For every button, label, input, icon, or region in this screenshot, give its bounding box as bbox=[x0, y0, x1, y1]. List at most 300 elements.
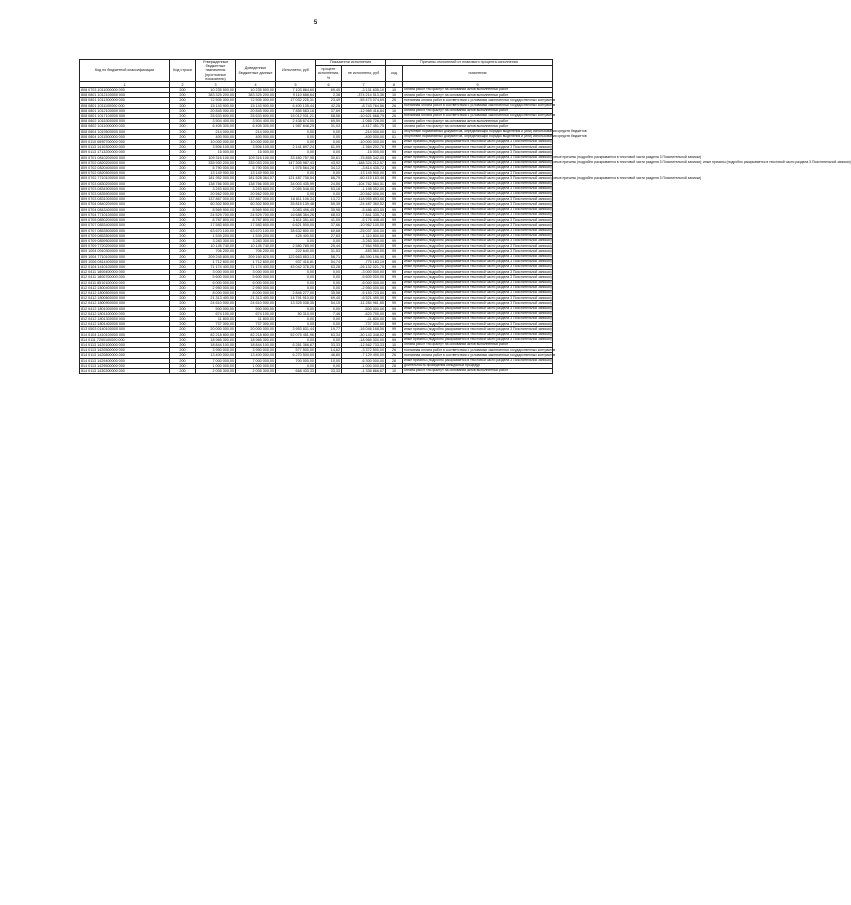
cell-row-code: 200 bbox=[170, 150, 196, 155]
cell-limits: 11 800,00 bbox=[236, 316, 276, 321]
cell-limits: 383 325 200,00 bbox=[236, 93, 276, 98]
cell-reason-code: 99 bbox=[386, 238, 403, 243]
cell-row-code: 200 bbox=[170, 342, 196, 347]
cell-reason-code: 10 bbox=[386, 124, 403, 129]
cell-executed: 0,00 bbox=[276, 337, 316, 342]
cell-budget-code: 808 0801 1012100000 000 bbox=[80, 108, 170, 113]
cell-row-code: 200 bbox=[170, 186, 196, 191]
cell-percent: 63,34 bbox=[316, 332, 342, 337]
cell-budget-code: 809 0709 0853500000 000 bbox=[80, 233, 170, 238]
cell-reason-explanation: иные причины (подробно раскрывается в текстовой части раздела 3 Пояснительной записки) bbox=[404, 181, 552, 186]
cell-not-executed: -188 324 212,57 bbox=[342, 160, 386, 165]
cell-reason-code: 10 bbox=[386, 108, 403, 113]
cell-reason-code: 28 bbox=[386, 358, 403, 363]
cell-row-code: 200 bbox=[170, 129, 196, 134]
cell-row-code: 200 bbox=[170, 306, 196, 311]
cell-approved: 3 283 300,00 bbox=[196, 238, 236, 243]
cell-not-executed: -12 562 733,33 bbox=[342, 342, 386, 347]
cell-row-code: 200 bbox=[170, 181, 196, 186]
cell-not-executed: -5 176 448,40 bbox=[342, 218, 386, 223]
cell-not-executed: -86 390 196,90 bbox=[342, 254, 386, 259]
cell-approved: 335 930 200,00 bbox=[196, 160, 236, 165]
cell-row-code: 200 bbox=[170, 264, 196, 269]
cell-row-code: 200 bbox=[170, 114, 196, 119]
cell-limits: 20 000 000,00 bbox=[236, 327, 276, 332]
cell-executed: 222 640,00 bbox=[276, 249, 316, 254]
cell-budget-code: 812 0104 1410100000 000 bbox=[80, 264, 170, 269]
cell-row-code: 200 bbox=[170, 290, 196, 295]
cell-percent: 24,50 bbox=[316, 181, 342, 186]
cell-limits: 5 600 000,00 bbox=[236, 275, 276, 280]
cell-limits: 1 000 000,00 bbox=[236, 363, 276, 368]
cell-reason-explanation: оплата работ «по факту» на основании актов выполненных работ bbox=[403, 368, 553, 373]
cell-row-code: 200 bbox=[170, 332, 196, 337]
cell-executed: 45 042 378,25 bbox=[276, 264, 316, 269]
cell-not-executed: -10 962 100,00 bbox=[342, 223, 386, 228]
cell-reason-code: 99 bbox=[386, 207, 403, 212]
cell-executed: 0,00 bbox=[276, 140, 316, 145]
cell-executed: 6 270 500,00 bbox=[276, 353, 316, 358]
cell-not-executed: -400 000,00 bbox=[342, 134, 386, 139]
cell-row-code: 200 bbox=[170, 197, 196, 202]
cell-not-executed: -6 521 490,00 bbox=[342, 296, 386, 301]
cell-reason-code: 10 bbox=[386, 119, 403, 124]
cell-budget-code: 814 0111 7200100000 000 bbox=[80, 337, 170, 342]
cell-reason-explanation: иные причины (подробно раскрывается в текстовой части раздела 3 Пояснительной записки) bbox=[404, 243, 552, 248]
cell-row-code: 200 bbox=[170, 353, 196, 358]
cell-reason-explanation: поэтапная оплата работ в соответствии с условиями заключенных государственных контрактов bbox=[404, 113, 556, 118]
cell-reason-code: 99 bbox=[386, 249, 403, 254]
cell-approved: 20 562 000,00 bbox=[196, 192, 236, 197]
cell-executed: 2 846 277,00 bbox=[276, 290, 316, 295]
cell-limits: 3 950 000,00 bbox=[236, 348, 276, 353]
cell-reason-code: 99 bbox=[386, 218, 403, 223]
cell-row-code: 200 bbox=[170, 285, 196, 290]
cell-reason-explanation: иные причины (подробно раскрывается в текстовой части раздела 3 Пояснительной записки) bbox=[404, 337, 552, 342]
cell-reason-explanation: иные причины (подробно раскрывается в текстовой части раздела 3 Пояснительной записки) bbox=[404, 212, 552, 217]
cell-percent: 0,00 bbox=[316, 322, 342, 327]
cell-reason-code: 99 bbox=[386, 332, 403, 337]
cell-not-executed: -26 132 021,75 bbox=[342, 264, 386, 269]
cell-approved: 737 300,00 bbox=[196, 322, 236, 327]
cell-budget-code: 809 0701 0810200000 000 bbox=[80, 155, 170, 160]
cell-reason-code: 99 bbox=[386, 181, 403, 186]
cell-not-executed: -1 110 800,00 bbox=[342, 233, 386, 238]
cell-row-code: 200 bbox=[170, 238, 196, 243]
cell-reason-code: 99 bbox=[386, 259, 403, 264]
cell-row-code: 200 bbox=[170, 155, 196, 160]
cell-limits: 400 000,00 bbox=[236, 134, 276, 139]
cell-reason-explanation: иные причины (подробно раскрывается в текстовой части раздела 3 Пояснительной записки) bbox=[404, 279, 552, 284]
cell-reason-explanation: поэтапная оплата работ в соответствии с условиями заключенных государственных контрактов bbox=[404, 97, 556, 102]
cell-approved: 8 569 900,00 bbox=[196, 207, 236, 212]
cell-reason-code: 99 bbox=[386, 160, 403, 165]
cell-executed: 0,00 bbox=[276, 363, 316, 368]
cell-row-code: 200 bbox=[170, 145, 196, 150]
cell-approved: 3 253 600,00 bbox=[196, 186, 236, 191]
cell-percent: 10,00 bbox=[316, 358, 342, 363]
header-executed: Исполнено, руб bbox=[276, 60, 316, 82]
cell-budget-code: 809 0702 0820500000 000 bbox=[80, 171, 170, 176]
column-number: 6 bbox=[316, 82, 342, 88]
cell-executed: 1 987 848,25 bbox=[276, 124, 316, 129]
cell-budget-code: 809 0709 7720200000 000 bbox=[80, 244, 170, 249]
cell-budget-code: 809 0110 0690700000 000 bbox=[80, 140, 170, 145]
cell-executed: 3 611 351,60 bbox=[276, 218, 316, 223]
cell-row-code: 200 bbox=[170, 212, 196, 217]
cell-approved: 706 200,00 bbox=[196, 249, 236, 254]
cell-approved: 6 405 300,00 bbox=[196, 124, 236, 129]
cell-reason-code: 99 bbox=[386, 285, 403, 290]
cell-percent: 31,53 bbox=[316, 249, 342, 254]
cell-budget-code: 809 0702 0820400000 000 bbox=[80, 166, 170, 171]
cell-reason-explanation: иные причины (подробно раскрывается в текстовой части раздела 3 Пояснительной записки) bbox=[404, 227, 552, 232]
cell-approved: 15 143 900,00 bbox=[196, 103, 236, 108]
cell-budget-code: 812 0412 1801300000 000 bbox=[80, 316, 170, 321]
cell-executed: 3 953 831,44 bbox=[276, 327, 316, 332]
cell-reason-explanation: оплата работ «по факту» на основании актов выполненных работ bbox=[403, 108, 553, 113]
cell-reason-explanation: иные причины (подробно раскрывается в текстовой части раздела 3 Пояснительной записки) bbox=[404, 305, 552, 310]
cell-reason-explanation: оплата работ «по факту» на основании актов выполненных работ bbox=[403, 342, 553, 347]
cell-executed: 700 000,00 bbox=[276, 358, 316, 363]
cell-not-executed: -1 336 866,67 bbox=[342, 368, 386, 373]
cell-budget-code: 812 0411 1800700000 000 bbox=[80, 275, 170, 280]
cell-row-code: 200 bbox=[170, 358, 196, 363]
cell-not-executed: -11 284 961,65 bbox=[342, 301, 386, 306]
cell-row-code: 200 bbox=[170, 244, 196, 249]
cell-percent: 27,83 bbox=[316, 233, 342, 238]
cell-reason-code: 99 bbox=[386, 145, 403, 150]
cell-reason-code: 99 bbox=[386, 301, 403, 306]
cell-not-executed: -500 000,00 bbox=[342, 306, 386, 311]
cell-approved: 20 845 000,00 bbox=[196, 108, 236, 113]
cell-reason-explanation: иные причины (подробно раскрывается в текстовой части раздела 3 Пояснительной записки) bbox=[404, 165, 552, 170]
cell-executed: 38 632 800,00 bbox=[276, 228, 316, 233]
cell-executed: 9 110 686,64 bbox=[276, 93, 316, 98]
cell-budget-code: 814 0113 1429400000 000 bbox=[80, 358, 170, 363]
cell-limits: 3 504 400,00 bbox=[236, 119, 276, 124]
column-number: 2 bbox=[170, 82, 196, 88]
cell-limits: 1 712 600,00 bbox=[236, 259, 276, 264]
cell-percent: 31,03 bbox=[316, 124, 342, 129]
cell-budget-code: 809 0702 0820200000 000 bbox=[80, 160, 170, 165]
cell-approved: 6 000 000,00 bbox=[196, 280, 236, 285]
cell-approved: 3 950 000,00 bbox=[196, 348, 236, 353]
cell-limits: 674 100,00 bbox=[236, 311, 276, 316]
cell-executed: 2 055 548,00 bbox=[276, 186, 316, 191]
cell-approved: 1 712 600,00 bbox=[196, 259, 236, 264]
cell-reason-explanation: иные причины (подробно раскрывается в текстовой части раздела 3 Пояснительной записки) bbox=[404, 326, 552, 331]
cell-limits: 18 965 300,00 bbox=[236, 337, 276, 342]
cell-not-executed: -483 560,00 bbox=[342, 249, 386, 254]
cell-not-executed: -1 364 202,76 bbox=[342, 145, 386, 150]
cell-approved: 63 670 100,00 bbox=[196, 228, 236, 233]
cell-reason-code: 10 bbox=[386, 88, 403, 93]
cell-not-executed: -60 415 163,46 bbox=[342, 176, 386, 181]
cell-approved: 10 145 740,00 bbox=[196, 244, 236, 249]
cell-percent: 59,39 bbox=[316, 202, 342, 207]
cell-not-executed: -104 762 564,01 bbox=[342, 181, 386, 186]
cell-row-code: 200 bbox=[170, 88, 196, 93]
cell-row-code: 200 bbox=[170, 337, 196, 342]
cell-budget-code: 808 0802 1011000000 000 bbox=[80, 124, 170, 129]
cell-percent: 0,00 bbox=[316, 306, 342, 311]
cell-executed: 0,00 bbox=[276, 134, 316, 139]
cell-reason-explanation: иные причины (подробно раскрывается в текстовой части раздела 3 Пояснительной записки) bbox=[404, 316, 552, 321]
cell-budget-code: 808 0801 1012100000 000 bbox=[80, 93, 170, 98]
cell-limits: 6 000 000,00 bbox=[236, 280, 276, 285]
cell-reason-code: 99 bbox=[386, 186, 403, 191]
cell-reason-code: 99 bbox=[386, 228, 403, 233]
cell-reason-explanation: иные причины (подробно раскрывается в текстовой части раздела 3 Пояснительной записки) bbox=[404, 253, 552, 258]
cell-executed: 1 975 564,28 bbox=[276, 166, 316, 171]
cell-row-code: 200 bbox=[170, 176, 196, 181]
cell-reason-explanation: иные причины (подробно раскрывается в текстовой части раздела 3 Пояснительной записки) bbox=[404, 144, 552, 149]
header-limits: Доведенные бюджетные данные bbox=[236, 60, 276, 82]
cell-not-executed: -1 065 726,00 bbox=[342, 119, 386, 124]
cell-row-code: 200 bbox=[170, 108, 196, 113]
cell-budget-code: 809 0704 0840200000 000 bbox=[80, 202, 170, 207]
cell-percent: 35,98 bbox=[316, 207, 342, 212]
cell-limits: 500 000,00 bbox=[236, 306, 276, 311]
cell-reason-explanation: иные причины (подробно раскрывается в текстовой части раздела 3 Пояснительной записки); иные причины (подробно раскрывается в текстовой части раздела 3 Пояснительной записки) bbox=[404, 155, 702, 160]
header-reason-code: код bbox=[386, 66, 403, 82]
header-row-code: Код строки bbox=[170, 60, 196, 82]
cell-row-code: 200 bbox=[170, 218, 196, 223]
cell-budget-code: 812 0412 1800600000 000 bbox=[80, 296, 170, 301]
cell-limits: 706 200,00 bbox=[236, 249, 276, 254]
cell-not-executed: -3 372 500,00 bbox=[342, 348, 386, 353]
cell-executed: 7 103 864,60 bbox=[276, 88, 316, 93]
cell-approved: 25 633 600,00 bbox=[196, 114, 236, 119]
cell-percent: 33,33 bbox=[316, 368, 342, 373]
cell-budget-code: 808 0804 1019500000 000 bbox=[80, 129, 170, 134]
cell-row-code: 200 bbox=[170, 322, 196, 327]
cell-approved: 500 000,00 bbox=[196, 306, 236, 311]
cell-budget-code: 809 0703 0834900000 000 bbox=[80, 186, 170, 191]
cell-approved: 13 400 000,00 bbox=[196, 353, 236, 358]
cell-limits: 3 253 600,00 bbox=[236, 186, 276, 191]
cell-approved: 60 302 500,00 bbox=[196, 202, 236, 207]
cell-row-code: 200 bbox=[170, 363, 196, 368]
cell-approved: 15 000,00 bbox=[196, 150, 236, 155]
cell-reason-explanation: иные причины (подробно раскрывается в текстовой части раздела 3 Пояснительной записки) bbox=[404, 248, 552, 253]
cell-approved: 18 844 100,00 bbox=[196, 342, 236, 347]
cell-limits: 3 506 100,00 bbox=[236, 145, 276, 150]
column-number: 4 bbox=[236, 82, 276, 88]
cell-limits: 20 562 000,00 bbox=[236, 192, 276, 197]
cell-not-executed: -25 037 300,00 bbox=[342, 228, 386, 233]
cell-approved: 13 149 900,00 bbox=[196, 171, 236, 176]
cell-budget-code: 809 0709 0859500000 000 bbox=[80, 238, 170, 243]
cell-percent: 35,58 bbox=[316, 290, 342, 295]
cell-executed: 6 281 366,67 bbox=[276, 342, 316, 347]
cell-executed: 937 416,81 bbox=[276, 259, 316, 264]
cell-percent: 0,00 bbox=[316, 192, 342, 197]
cell-reason-explanation: иные причины (подробно раскрывается в текстовой части раздела 3 Пояснительной записки); иные причины (подробно раскрывается в текстовой части раздела 3 Пояснительной записки); иные причины (подробно раскрывается в текстовой части раздела 3 Пояснительной записки) bbox=[404, 160, 851, 165]
cell-executed: 52 075 451,96 bbox=[276, 332, 316, 337]
cell-row-code: 200 bbox=[170, 124, 196, 129]
cell-reason-explanation: иные причины (подробно раскрывается в текстовой части раздела 3 Пояснительной записки) bbox=[404, 269, 552, 274]
cell-row-code: 200 bbox=[170, 311, 196, 316]
cell-limits: 71 174 400,00 bbox=[236, 264, 276, 269]
cell-row-code: 200 bbox=[170, 134, 196, 139]
cell-row-code: 200 bbox=[170, 166, 196, 171]
cell-row-code: 200 bbox=[170, 270, 196, 275]
cell-limits: 72 505 300,00 bbox=[236, 98, 276, 103]
cell-limits: 20 845 000,00 bbox=[236, 108, 276, 113]
cell-reason-code: 99 bbox=[386, 202, 403, 207]
cell-reason-explanation: иные причины (подробно раскрывается в текстовой части раздела 3 Пояснительной записки) bbox=[404, 259, 552, 264]
cell-not-executed: -3 814 435,72 bbox=[342, 166, 386, 171]
cell-percent: 0,00 bbox=[316, 275, 342, 280]
cell-executed: 7 855 583,16 bbox=[276, 108, 316, 113]
cell-not-executed: -24 487 360,52 bbox=[342, 202, 386, 207]
cell-limits: 63 670 100,00 bbox=[236, 228, 276, 233]
cell-limits: 1 539 200,00 bbox=[236, 233, 276, 238]
cell-percent: 37,66 bbox=[316, 223, 342, 228]
cell-row-code: 200 bbox=[170, 93, 196, 98]
cell-approved: 5 790 000,00 bbox=[196, 166, 236, 171]
cell-reason-code: 99 bbox=[386, 233, 403, 238]
cell-percent: 60,68 bbox=[316, 228, 342, 233]
cell-reason-code: 99 bbox=[386, 176, 403, 181]
cell-approved: 8 000 000,00 bbox=[196, 290, 236, 295]
cell-reason-code: 10 bbox=[386, 368, 403, 373]
cell-approved: 209 245 800,00 bbox=[196, 254, 236, 259]
cell-row-code: 200 bbox=[170, 301, 196, 306]
cell-reason-code: 99 bbox=[386, 316, 403, 321]
cell-percent: 54,74 bbox=[316, 259, 342, 264]
cell-approved: 8 787 800,00 bbox=[196, 218, 236, 223]
cell-not-executed: -5 486 403,55 bbox=[342, 207, 386, 212]
cell-reason-code: 26 bbox=[386, 103, 403, 108]
cell-reason-code: 99 bbox=[386, 155, 403, 160]
cell-budget-code: 809 0704 0843400000 000 bbox=[80, 207, 170, 212]
cell-reason-explanation: иные причины (подробно раскрывается в текстовой части раздела 3 Пояснительной записки) bbox=[404, 285, 552, 290]
cell-approved: 11 800,00 bbox=[196, 316, 236, 321]
cell-executed: 0,00 bbox=[276, 306, 316, 311]
cell-approved: 2 005 300,00 bbox=[196, 368, 236, 373]
cell-reason-explanation: иные причины (подробно раскрывается в текстовой части раздела 3 Пояснительной записки) bbox=[404, 217, 552, 222]
cell-executed: 17 032 225,31 bbox=[276, 98, 316, 103]
cell-percent: 2,38 bbox=[316, 93, 342, 98]
table-row bbox=[80, 368, 553, 373]
cell-reason-code: 99 bbox=[386, 337, 403, 342]
cell-reason-code: 10 bbox=[386, 93, 403, 98]
cell-executed: 0,00 bbox=[276, 238, 316, 243]
cell-row-code: 200 bbox=[170, 140, 196, 145]
cell-percent: 33,33 bbox=[316, 342, 342, 347]
cell-budget-code: 812 0411 8510100000 000 bbox=[80, 280, 170, 285]
cell-budget-code: 814 0104 1410100000 000 bbox=[80, 332, 170, 337]
cell-limits: 13 149 900,00 bbox=[236, 171, 276, 176]
cell-reason-code: 99 bbox=[386, 223, 403, 228]
cell-budget-code: 809 0702 7710100000 000 bbox=[80, 176, 170, 181]
cell-percent: 0,00 bbox=[316, 270, 342, 275]
cell-percent: 23,49 bbox=[316, 98, 342, 103]
cell-reason-code: 99 bbox=[386, 171, 403, 176]
cell-approved: 82 218 800,00 bbox=[196, 332, 236, 337]
cell-reason-code: 26 bbox=[386, 98, 403, 103]
cell-limits: 7 000 000,00 bbox=[236, 358, 276, 363]
cell-reason-code: 99 bbox=[386, 275, 403, 280]
cell-not-executed: -214 000,00 bbox=[342, 129, 386, 134]
cell-not-executed: -5 600 000,00 bbox=[342, 275, 386, 280]
cell-budget-code: 809 0703 0830200000 000 bbox=[80, 181, 170, 186]
cell-executed: 0,00 bbox=[276, 270, 316, 275]
cell-not-executed: -6 000 000,00 bbox=[342, 280, 386, 285]
cell-approved: 71 174 400,00 bbox=[196, 264, 236, 269]
cell-not-executed: -3 283 300,00 bbox=[342, 238, 386, 243]
cell-reason-explanation: отсутствие нормативных документов, определяющих порядок выделения и (или) использования средств бюджетов bbox=[404, 129, 587, 134]
cell-percent: 34,12 bbox=[316, 166, 342, 171]
cell-row-code: 200 bbox=[170, 171, 196, 176]
cell-reason-code: 26 bbox=[386, 114, 403, 119]
budget-execution-table bbox=[79, 59, 851, 374]
cell-percent: 69,40 bbox=[316, 88, 342, 93]
cell-approved: 20 000 000,00 bbox=[196, 327, 236, 332]
cell-reason-explanation: оплата работ «по факту» на основании актов выполненных работ bbox=[403, 119, 553, 124]
cell-limits: 60 302 500,00 bbox=[236, 202, 276, 207]
cell-budget-code: 809 1004 7710100000 000 bbox=[80, 254, 170, 259]
header-reasons: Причины отклонений от планового процента исполнения bbox=[386, 60, 553, 66]
cell-approved: 17 583 600,00 bbox=[196, 223, 236, 228]
cell-approved: 1 539 200,00 bbox=[196, 233, 236, 238]
cell-budget-code: 809 0113 1410300000 000 bbox=[80, 145, 170, 150]
cell-reason-code: 26 bbox=[386, 348, 403, 353]
cell-reason-explanation: иные причины (подробно раскрывается в текстовой части раздела 3 Пояснительной записки) bbox=[404, 295, 552, 300]
cell-reason-code: 99 bbox=[386, 280, 403, 285]
cell-reason-code: 01 bbox=[386, 129, 403, 134]
cell-not-executed: -16 046 168,56 bbox=[342, 327, 386, 332]
cell-row-code: 200 bbox=[170, 119, 196, 124]
cell-percent: 61,09 bbox=[316, 145, 342, 150]
column-number: 5 bbox=[276, 82, 316, 88]
cell-percent: 63,28 bbox=[316, 264, 342, 269]
cell-reason-explanation: иные причины (подробно раскрывается в текстовой части раздела 3 Пояснительной записки) bbox=[404, 222, 552, 227]
cell-budget-code: 809 0704 7710100000 000 bbox=[80, 212, 170, 217]
cell-percent: 37,69 bbox=[316, 108, 342, 113]
cell-executed: 50 310,00 bbox=[276, 311, 316, 316]
cell-reason-code: 99 bbox=[386, 244, 403, 249]
cell-reason-explanation: иные причины (подробно раскрывается в текстовой части раздела 3 Пояснительной записки) bbox=[404, 201, 552, 206]
cell-limits: 24 610 000,00 bbox=[236, 301, 276, 306]
cell-budget-code: 809 0707 0853400000 000 bbox=[80, 223, 170, 228]
cell-budget-code: 809 0707 0853500000 000 bbox=[80, 228, 170, 233]
cell-approved: 3 506 100,00 bbox=[196, 145, 236, 150]
cell-executed: 668 433,33 bbox=[276, 368, 316, 373]
cell-not-executed: -775 183,19 bbox=[342, 259, 386, 264]
cell-limits: 15 143 900,00 bbox=[236, 103, 276, 108]
cell-percent: 0,00 bbox=[316, 363, 342, 368]
cell-reason-explanation: иные причины (подробно раскрывается в текстовой части раздела 3 Пояснительной записки) bbox=[404, 191, 552, 196]
cell-budget-code: 814 0113 1429500000 000 bbox=[80, 363, 170, 368]
cell-not-executed: -10 621 568,79 bbox=[342, 114, 386, 119]
cell-approved: 24 529 700,00 bbox=[196, 212, 236, 217]
cell-executed: 577 500,00 bbox=[276, 348, 316, 353]
cell-budget-code: 808 0801 1011100000 000 bbox=[80, 103, 170, 108]
cell-row-code: 200 bbox=[170, 296, 196, 301]
cell-executed: 0,00 bbox=[276, 285, 316, 290]
cell-budget-code: 812 0412 1800500000 000 bbox=[80, 290, 170, 295]
cell-limits: 25 633 600,00 bbox=[236, 114, 276, 119]
cell-limits: 335 053 200,00 bbox=[236, 160, 276, 165]
cell-row-code: 200 bbox=[170, 280, 196, 285]
cell-executed: 6 400 135,44 bbox=[276, 103, 316, 108]
cell-reason-explanation: иные причины (подробно раскрывается в текстовой части раздела 3 Пояснительной записки) bbox=[404, 139, 552, 144]
cell-not-executed: -623 790,00 bbox=[342, 311, 386, 316]
